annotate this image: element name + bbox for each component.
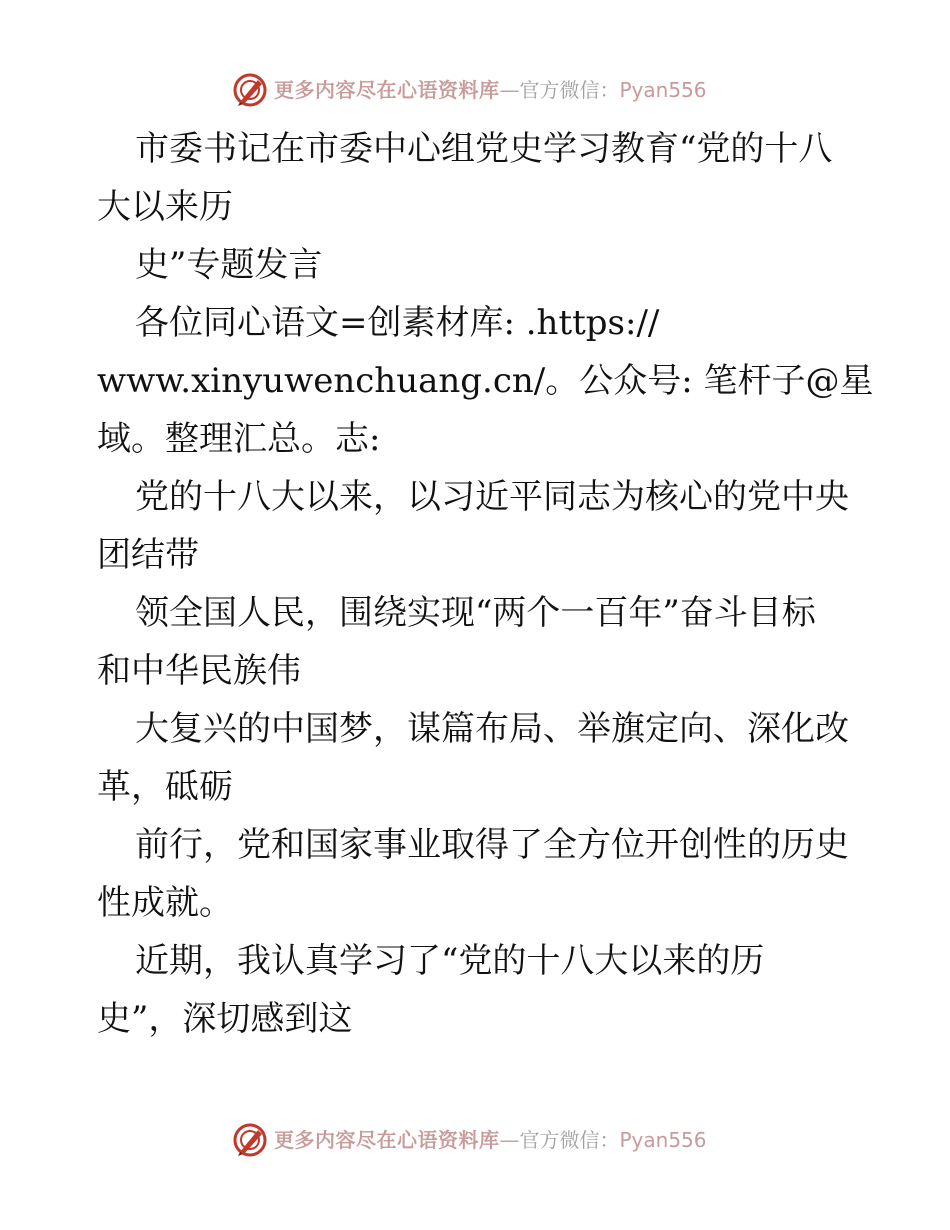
header-banner bbox=[0, 70, 950, 110]
text-line: 史”专题发言 bbox=[135, 245, 323, 285]
footer-banner bbox=[0, 1120, 950, 1160]
text-line: 革，砥砺 bbox=[97, 767, 233, 807]
footer-banner-text bbox=[274, 1128, 707, 1152]
pen-logo-icon bbox=[232, 1122, 268, 1158]
text-line: 市委书记在市委中心组党史学习教育“党的十八 bbox=[135, 129, 833, 169]
text-line: 大以来历 bbox=[97, 187, 233, 227]
text-line: 大复兴的中国梦，谋篇布局、举旗定向、深化改 bbox=[135, 709, 849, 749]
pen-logo-icon bbox=[232, 72, 268, 108]
header-banner-text bbox=[274, 78, 707, 102]
text-line: 领全国人民，围绕实现“两个一百年”奋斗目标 bbox=[135, 593, 816, 633]
banner-official-label: 官方微信： bbox=[519, 78, 620, 102]
text-line: 团结带 bbox=[97, 535, 199, 575]
banner-dash: — bbox=[499, 78, 520, 102]
document-body bbox=[97, 120, 874, 1048]
banner-dash: — bbox=[499, 1128, 520, 1152]
text-line: 党的十八大以来，以习近平同志为核心的党中央 bbox=[135, 477, 849, 517]
banner-official-label: 官方微信： bbox=[519, 1128, 620, 1152]
banner-main-text: 更多内容尽在心语资料库 bbox=[274, 78, 500, 102]
text-line: www.xinyuwenchuang.cn/。公众号: 笔杆子@星 bbox=[97, 361, 874, 401]
text-line: 前行，党和国家事业取得了全方位开创性的历史 bbox=[135, 825, 849, 865]
text-line: 和中华民族伟 bbox=[97, 651, 301, 691]
banner-main-text: 更多内容尽在心语资料库 bbox=[274, 1128, 500, 1152]
text-line: 近期，我认真学习了“党的十八大以来的历 bbox=[135, 941, 765, 981]
text-line: 史”，深切感到这 bbox=[97, 999, 353, 1039]
text-line: 各位同心语文=创素材库: .https:// bbox=[135, 303, 660, 343]
banner-wechat-id: Pyan556 bbox=[619, 1128, 707, 1152]
text-line: 性成就。 bbox=[97, 883, 233, 923]
text-line: 域。整理汇总。志: bbox=[97, 419, 381, 459]
banner-wechat-id: Pyan556 bbox=[619, 78, 707, 102]
